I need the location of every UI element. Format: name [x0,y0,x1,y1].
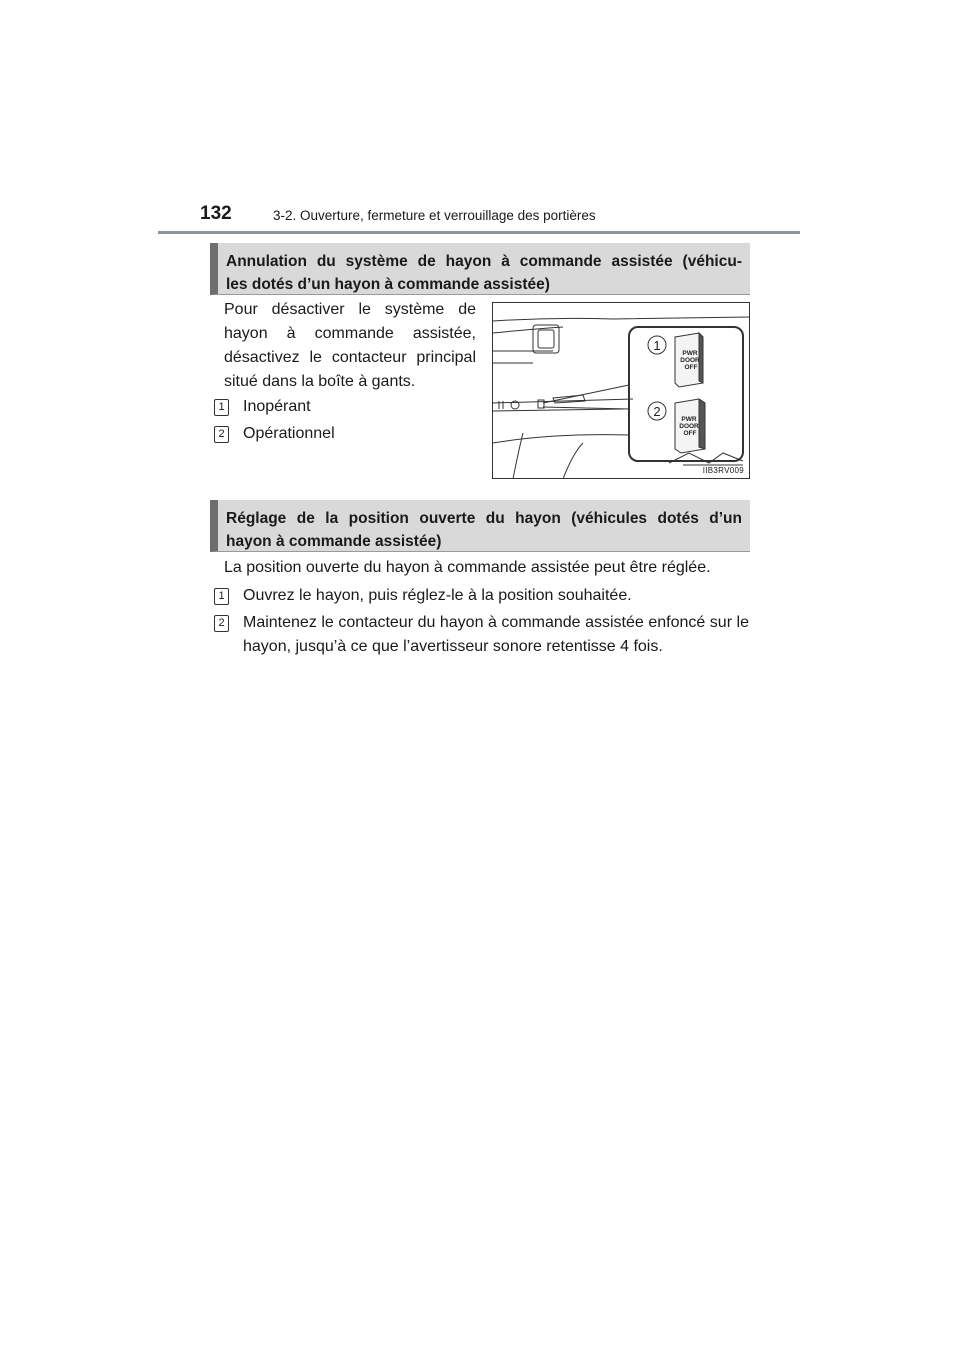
intro-paragraph: Pour désactiver le système de hayon à commande assistée, désactivez le contacteur principal situé dans la boîte à gants. [224,301,476,390]
switch-label-line: DOOR [680,357,700,364]
item-number-badge: 1 [214,399,229,416]
heading-line: les dotés d’un hayon à commande assistée) [226,276,550,293]
switch-label-line: OFF [684,364,698,371]
intro-paragraph: La position ouverte du hayon à commande assistée peut être réglée. [224,559,711,576]
heading-line: hayon à commande assistée) [226,533,442,550]
illustration-drawing [493,303,750,479]
page-number: 132 [200,203,232,224]
callout-number: 1 [653,338,661,353]
step-item [214,584,750,608]
item-label: Inopérant [243,398,311,415]
switch-label-line: DOOR [679,423,699,430]
list-item [214,395,474,419]
step-text: Ouvrez le hayon, puis réglez-le à la position souhaitée. [243,587,632,604]
figure-code: IIB3RV009 [702,466,744,475]
switch-label-line: PWR [682,350,698,357]
header-rule [158,231,800,234]
section-heading-cancel-power-tailgate [210,243,750,295]
list-item [214,422,474,446]
heading-line: Annulation du système de hayon à commande assistée (véhicu- [226,253,742,270]
step-text: Maintenez le contacteur du hayon à commande assistée enfoncé sur le hayon, jusqu’à ce que l’avertisseur sonore retentisse 4 fois. [243,614,749,655]
heading-line: Réglage de la position ouverte du hayon (véhicules dotés d’un [226,510,742,527]
step-number-badge: 1 [214,588,229,605]
item-number-badge: 2 [214,426,229,443]
chapter-title: 3-2. Ouverture, fermeture et verrouillage des portières [273,208,596,223]
step-number-badge: 2 [214,615,229,632]
glovebox-switch-illustration [492,302,750,479]
section-heading-adjust-open-position [210,500,750,552]
switch-label-line: PWR [681,416,697,423]
switch-label-line: OFF [683,430,697,437]
step-item [214,611,750,659]
item-label: Opérationnel [243,425,335,442]
callout-number: 2 [653,404,661,419]
